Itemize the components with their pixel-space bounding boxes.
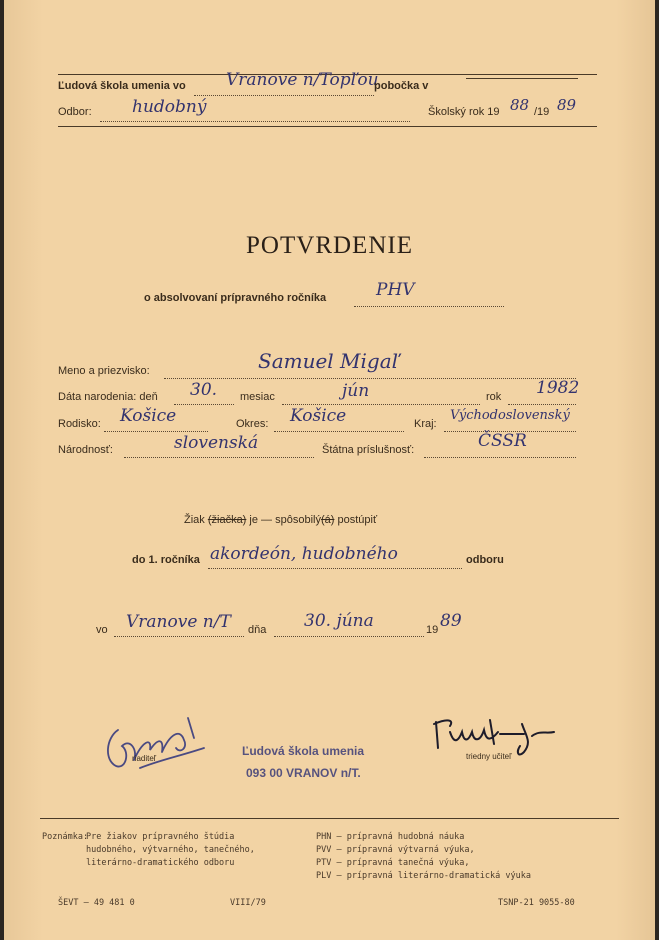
school-town-line (194, 95, 374, 96)
dept-label: Odbor: (58, 106, 92, 118)
footer-note-line1: Pre žiakov prípravného štúdia (86, 832, 235, 842)
birthplace-value: Košice (120, 406, 177, 426)
date-value: 30. júna (304, 611, 374, 631)
birth-day: 30. (190, 380, 218, 400)
grade-label: do 1. ročníka (132, 554, 200, 566)
pupil-word: Žiak (184, 514, 205, 526)
date-year-prefix: 19 (426, 624, 439, 636)
school-stamp-line1: Ľudová škola umenia (242, 744, 365, 758)
footer-note-label: Poznámka: (42, 832, 89, 842)
branch-label: pobočka v (374, 80, 429, 92)
name-line (164, 378, 576, 379)
region-value: Východoslovenský (450, 408, 570, 423)
footer-note-line2: hudobného, výtvarného, tanečného, (86, 845, 255, 855)
footer-note-line3: literárno-dramatického odboru (86, 858, 235, 868)
dept-value: hudobný (132, 97, 207, 117)
date-year-suffix: 89 (440, 611, 462, 631)
capable-suffix: (á) (320, 514, 335, 526)
citizenship-label: Štátna príslušnosť: (322, 444, 415, 456)
citizenship-value: ČSSR (478, 431, 527, 451)
director-signature (100, 708, 210, 778)
birth-label: Dáta narodenia: deň (58, 391, 158, 403)
nationality-label: Národnosť: (58, 444, 113, 456)
citizenship-line (424, 457, 576, 458)
place-town-line (114, 636, 244, 637)
pupil-female-word: (žiačka) (207, 514, 247, 526)
birthplace-line (104, 431, 208, 432)
place-vo: vo (96, 624, 108, 636)
birthplace-label: Rodisko: (58, 418, 101, 430)
footer-code-date: VIII/79 (230, 898, 266, 908)
footer-abbr-phn: PHN — prípravná hudobná náuka (316, 832, 465, 842)
branch-line (466, 78, 578, 79)
subtitle-label: o absolvovaní prípravného ročníka (144, 292, 327, 304)
birth-month: jún (342, 381, 370, 401)
school-town: Vranove n/Topľou (226, 70, 379, 90)
dept-line (100, 121, 410, 122)
school-year-label: Školský rok 19 (428, 106, 500, 118)
footer-abbr-plv: PLV — prípravná literárno-dramatická výuka (316, 871, 531, 881)
is-dash: — (261, 514, 273, 526)
advance-word: postúpiť (337, 514, 378, 526)
subtitle-line (354, 306, 504, 307)
birth-day-line (174, 404, 234, 405)
footer-abbr-pvv: PVV — prípravná výtvarná výuka, (316, 845, 475, 855)
is-word: je (249, 514, 258, 526)
grade-line (208, 568, 462, 569)
nationality-line (124, 457, 314, 458)
district-label: Okres: (236, 418, 269, 430)
capable-word: spôsobilý (275, 514, 321, 526)
result-line (184, 514, 377, 526)
birth-year: 1982 (536, 378, 580, 398)
document-title: POTVRDENIE (246, 232, 413, 259)
teacher-label: triedny učiteľ (466, 752, 512, 761)
director-label: riaditeľ (132, 754, 157, 763)
school-stamp-line2: 093 00 VRANOV n/T. (246, 766, 361, 780)
place-town: Vranove n/T (126, 612, 231, 632)
school-year-to: 89 (557, 96, 577, 114)
district-line (274, 431, 404, 432)
birth-month-label: mesiac (240, 391, 275, 403)
school-year-from: 88 (510, 96, 530, 114)
dept-suffix: odboru (466, 554, 504, 566)
birth-month-line (282, 404, 480, 405)
date-line (274, 636, 424, 637)
district-value: Košice (290, 406, 347, 426)
name-value: Samuel Migaľ (258, 349, 400, 373)
footer-abbr-ptv: PTV — prípravná tanečná výuka, (316, 858, 470, 868)
subtitle-value: PHV (376, 280, 415, 300)
region-label: Kraj: (414, 418, 437, 430)
grade-value: akordeón, hudobného (210, 544, 398, 564)
footer-code-sevt: ŠEVT — 49 481 0 (58, 898, 135, 908)
document-paper (4, 0, 655, 940)
footer-rule (40, 818, 619, 819)
school-year-sep: /19 (534, 106, 550, 118)
date-dna: dňa (248, 624, 267, 636)
name-label: Meno a priezvisko: (58, 365, 150, 377)
header-bottom-rule (58, 126, 597, 127)
school-label: Ľudová škola umenia vo (58, 80, 186, 92)
birth-year-line (508, 404, 576, 405)
nationality-value: slovenská (174, 433, 259, 453)
footer-code-tsnp: TSNP-21 9055-80 (498, 898, 575, 908)
birth-year-label: rok (486, 391, 502, 403)
